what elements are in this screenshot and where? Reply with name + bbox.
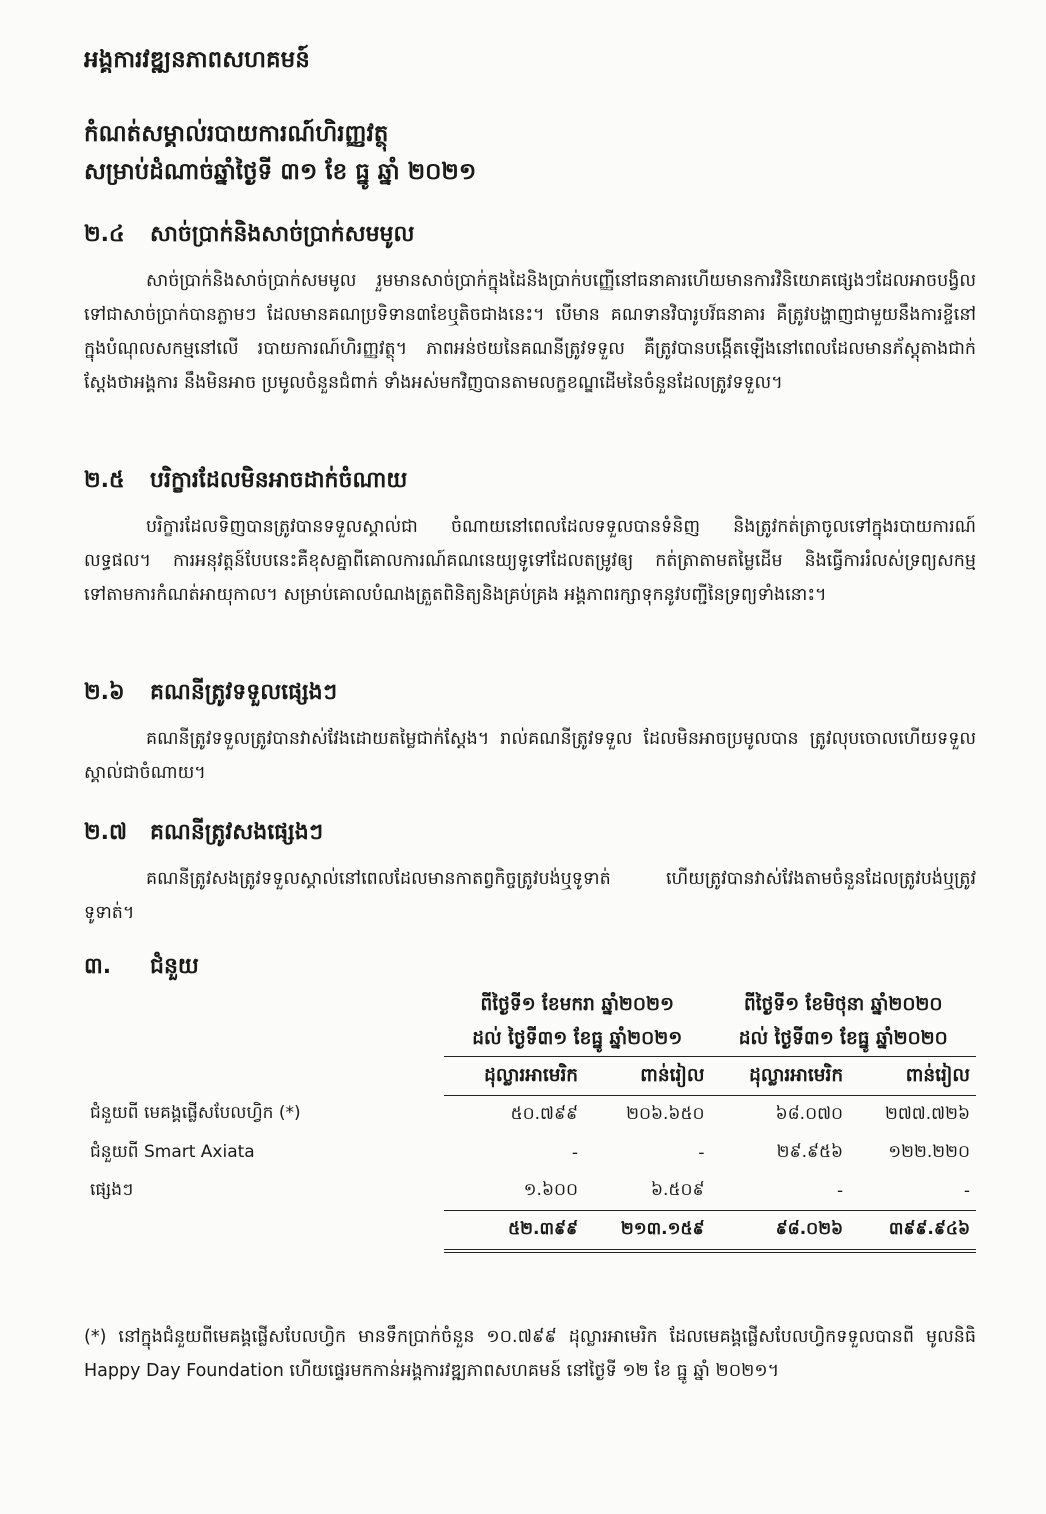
period-2020-line-1: ពីថ្ងៃទី១ ខែមិថុនា ឆ្នាំ២០២០	[744, 994, 943, 1015]
cell-value: ១.៦០០	[523, 1179, 579, 1200]
section-body-2-7	[84, 862, 976, 930]
currency-usd-2020: ដុល្លារអាមេរិក	[711, 1057, 850, 1096]
cell-value: ៦.៥០៩	[650, 1179, 705, 1200]
total-row	[84, 1211, 976, 1252]
section-number: ២.៥	[84, 468, 125, 493]
currency-usd-2021: ដុល្លារអាមេរិក	[444, 1057, 584, 1096]
report-title-line-1: កំណត់សម្គាល់របាយការណ៍ហិរញ្ញវត្ថុ	[84, 121, 389, 147]
period-2021-header	[444, 988, 711, 1057]
paragraph-text: គណនីត្រូវសងត្រូវទទួលស្គាល់នៅពេលដែលមានកាតព្វកិច្ចត្រូវបង់ឬទូទាត់ ហើយត្រូវបានវាស់វែងតាមចំនួនដែលត្រូវបង់ឬត្រូវទូទាត់។	[84, 869, 976, 923]
period-2021-line-1: ពីថ្ងៃទី១ ខែមករា ឆ្នាំ២០២១	[480, 994, 675, 1015]
cell-value: ១២២.២២០	[888, 1141, 970, 1162]
paragraph-text: សាច់ប្រាក់និងសាច់ប្រាក់សមមូល រួមមានសាច់ប្រាក់ក្នុងដៃនិងប្រាក់បញ្ញើនៅធនាគារហើយមានការវិនិយោគផ្សេងៗដែលអាចបង្វិលទៅជាសាច់ប្រាក់បានភ្លាមៗ ដែលមានគណប្រទិទាន៣ខែឬតិចជាងនេះ។ បើមាន គណទានវិបារូបវ៍ធនាគារ គឺត្រូវបង្ហាញជាមួយនឹងការខ្ចីនៅក្នុងបំណុលសកម្មនៅលើ របាយការណ៍ហិរញ្ញវត្ថុ។ ភាពអន់ថយនៃគណនីត្រូវទទួល គឺត្រូវបានបង្កើតឡើងនៅពេលដែលមានភ័ស្តុតាងជាក់ស្តែងថាអង្គការ នឹងមិនអាច ប្រមូលចំនួនជំពាក់ ទាំងអស់មកវិញបានតាមលក្ខខណ្ឌដើមនៃចំនួនដែលត្រូវទទួល។	[84, 271, 976, 393]
cell-value: ២៧៧.៧២៦	[884, 1103, 970, 1124]
section-number: ២.៦	[84, 680, 125, 705]
period-2020-header	[711, 988, 976, 1057]
section-title: បរិក្ខារដែលមិនអាចដាក់ចំណាយ	[150, 468, 408, 493]
total-value: ៩៨.០២៦	[711, 1211, 850, 1252]
section-heading-3	[84, 952, 199, 984]
cell-value: -	[698, 1143, 705, 1163]
paragraph-text: បរិក្ខារដែលទិញបានត្រូវបានទទួលស្គាល់ជា ចំណាយនៅពេលដែលទទួលបានទំនិញ និងត្រូវកត់ត្រាចូលទៅក្នុងរបាយការណ៍លទ្ធផល។ ការអនុវត្តន៍បែបនេះគឺខុសគ្នាពីគោលការណ៍គណនេយ្យទូទៅដែលតម្រូវឲ្យ កត់ត្រាតាមតម្លៃដើម និងធ្វើការរំលស់ទ្រព្យសកម្មទៅតាមការកំណត់អាយុកាល។ សម្រាប់គោលបំណងត្រួតពិនិត្យនិងគ្រប់គ្រង អង្គភាពរក្សាទុកនូវបញ្ជីនៃទ្រព្យទាំងនោះ។	[84, 517, 976, 605]
section-heading-2-7	[84, 818, 323, 850]
row-label: ជំនួយពី មេគង្គផ្លើសបែលហ្វិក (*)	[90, 1103, 301, 1124]
period-2020-line-2: ដល់ ថ្ងៃទី៣១ ខែធ្នូ ឆ្នាំ២០២០	[738, 1028, 948, 1049]
organization-name: អង្គការវឌ្ឍនភាពសហគមន៍	[84, 47, 310, 73]
cell-value: -	[571, 1143, 579, 1163]
section-title: សាច់ប្រាក់និងសាច់ប្រាក់សមមូល	[150, 222, 415, 247]
period-header-row	[84, 988, 976, 1057]
section-body-2-4	[84, 264, 976, 400]
row-label: ផ្សេងៗ	[90, 1179, 134, 1200]
section-heading-2-6	[84, 678, 337, 710]
section-number: ៣.	[84, 954, 112, 979]
table-row	[84, 1134, 976, 1172]
section-title: ជំនួយ	[150, 954, 199, 979]
cell-value: -	[963, 1181, 970, 1201]
section-heading-2-4	[84, 220, 414, 252]
section-heading-2-5	[84, 466, 407, 498]
cell-value: -	[836, 1181, 844, 1201]
paragraph-text: គណនីត្រូវទទួលត្រូវបានវាស់វែងដោយតម្លៃជាក់ស្តែង។ រាល់គណនីត្រូវទទួល ដែលមិនអាចប្រមូលបាន ត្រូវលុបចោលហើយទទួលស្គាល់ជាចំណាយ។	[84, 729, 976, 783]
section-body-2-5	[84, 510, 976, 612]
total-value: ៥២.៣៩៩	[444, 1211, 584, 1252]
table-row	[84, 1172, 976, 1211]
currency-khr-2021: ពាន់រៀល	[584, 1057, 710, 1096]
period-2021-line-2: ដល់ ថ្ងៃទី៣១ ខែធ្នូ ឆ្នាំ២០២១	[472, 1028, 683, 1049]
cell-value: ៥០.៧៩៩	[510, 1103, 579, 1124]
footnote: (*) នៅក្នុងជំនួយពីមេគង្គផ្លើសបែលហ្វិក មានទឹកប្រាក់ចំនួន ១០.៧៩៩ ដុល្លារអាមេរិក ដែលមេគង្គផ្លើសបែលហ្វិកទទួលបានពី មូលនិធិ Happy Day Foundation ហើយផ្ទេរមកកាន់អង្គការវឌ្ឍភាពសហគមន៍ នៅថ្ងៃទី ១២ ខែ ធ្នូ ឆ្នាំ ២០២១។	[84, 1327, 976, 1381]
section-title: គណនីត្រូវទទួលផ្សេងៗ	[150, 680, 338, 705]
section-body-2-6	[84, 722, 976, 790]
grants-table	[84, 988, 976, 1253]
section-number: ២.៤	[84, 222, 125, 247]
table-row	[84, 1096, 976, 1135]
section-number: ២.៧	[84, 820, 128, 845]
row-label: ជំនួយពី Smart Axiata	[90, 1141, 255, 1162]
total-value: ៣៩៩.៩៤៦	[849, 1211, 976, 1252]
cell-value: ២០៦.៦៥០	[626, 1103, 705, 1124]
total-value: ២១៣.១៥៩	[584, 1211, 710, 1252]
report-title-line-2: សម្រាប់ដំណាច់ឆ្នាំថ្ងៃទី ៣១ ខែ ធ្នូ ឆ្នាំ ២០២១	[84, 159, 477, 185]
section-title: គណនីត្រូវសងផ្សេងៗ	[150, 820, 324, 845]
currency-khr-2020: ពាន់រៀល	[849, 1057, 976, 1096]
cell-value: ៦៨.០៧០	[775, 1103, 844, 1124]
cell-value: ២៩.៩៥៦	[776, 1141, 844, 1162]
